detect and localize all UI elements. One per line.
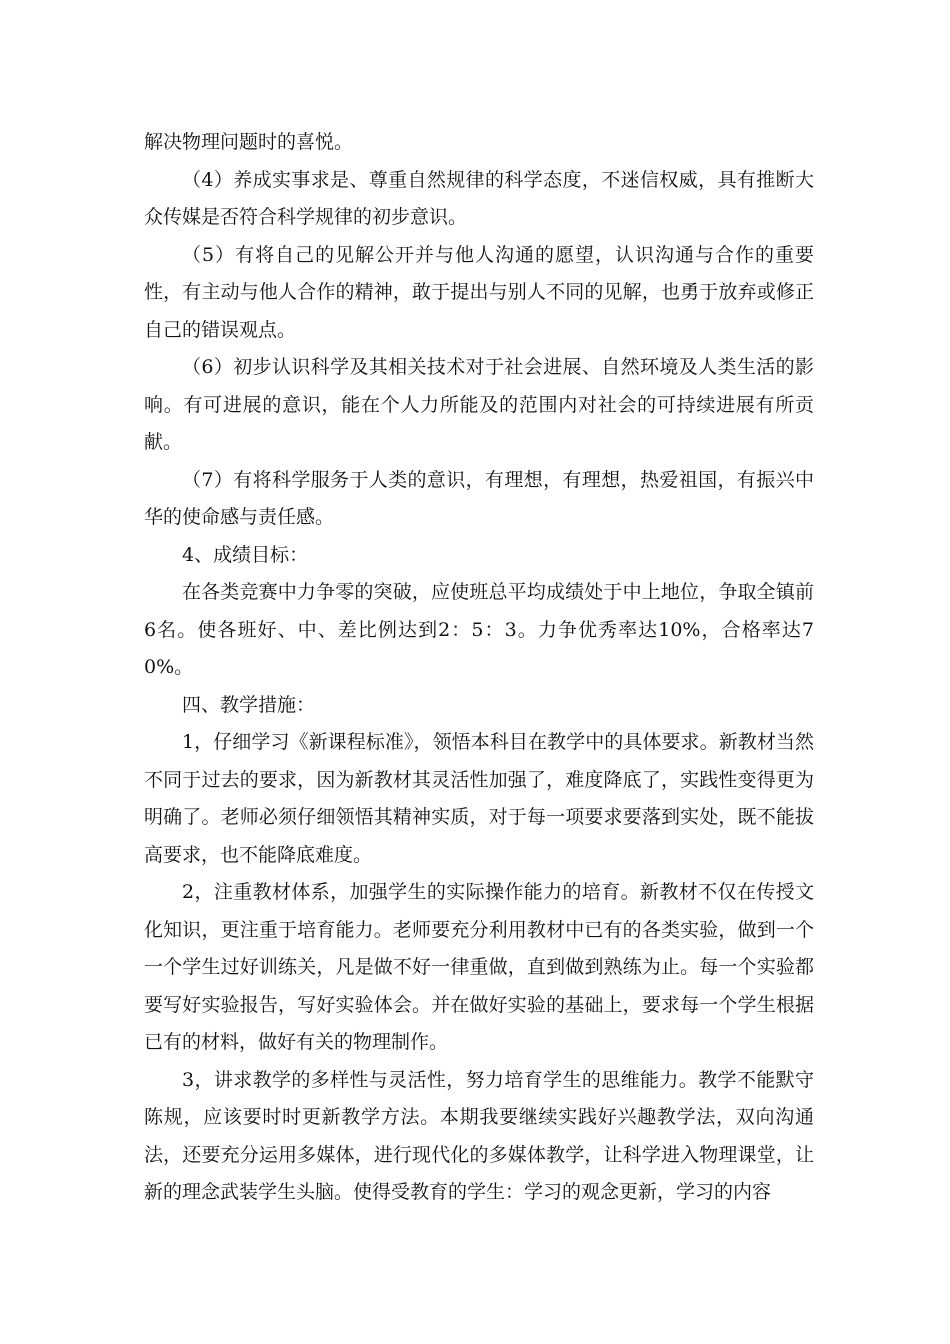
paragraph-measure-3: 3，讲求教学的多样性与灵活性，努力培育学生的思维能力。教学不能默守陈规，应该要时时更新教学方法。本期我要继续实践好兴趣教学法，双向沟通法，还要充分运用多媒体，进行现代化的多媒体教学，让科学进入物理课堂，让新的理念武装学生头脑。使得受教育的学生：学习的观念更新，学习的内容 (144, 1068, 814, 1203)
paragraph-measure-1: 1，仔细学习《新课程标准》，领悟本科目在教学中的具体要求。新教材当然不同于过去的要求，因为新教材其灵活性加强了，难度降底了，实践性变得更为明确了。老师必须仔细领悟其精神实质，对于每一项要求要落到实处，既不能拔高要求，也不能降底难度。 (144, 731, 814, 866)
paragraph-item-7: （7）有将科学服务于人类的意识，有理想，有理想，热爱祖国，有振兴中华的使命感与责任感。 (144, 468, 814, 528)
paragraph-item-5: （5）有将自己的见解公开并与他人沟通的愿望，认识沟通与合作的重要性，有主动与他人合作的精神，敢于提出与别人不同的见解，也勇于放弃或修正自己的错误观点。 (144, 243, 814, 341)
document-body (144, 124, 814, 1212)
section-heading-score-goals: 4、成绩目标： (182, 543, 309, 566)
paragraph-continuation: 解决物理问题时的喜悦。 (144, 131, 354, 153)
paragraph-measure-2: 2，注重教材体系，加强学生的实际操作能力的培育。新教材不仅在传授文化知识，更注重于培育能力。老师要充分利用教材中已有的各类实验，做到一个一个学生过好训练关，凡是做不好一律重做，直到做到熟练为止。每一个实验都要写好实验报告，写好实验体会。并在做好实验的基础上，要求每一个学生根据已有的材料，做好有关的物理制作。 (144, 881, 814, 1053)
paragraph-item-4: （4）养成实事求是、尊重自然规律的科学态度，不迷信权威，具有推断大众传媒是否符合科学规律的初步意识。 (144, 168, 814, 228)
paragraph-item-6: （6）初步认识科学及其相关技术对于社会进展、自然环境及人类生活的影响。有可进展的意识，能在个人力所能及的范围内对社会的可持续进展有所贡献。 (144, 356, 814, 453)
section-heading-teaching-measures: 四、教学措施： (182, 693, 316, 716)
paragraph-score-goals: 在各类竞赛中力争零的突破，应使班总平均成绩处于中上地位，争取全镇前6名。使各班好、中、差比例达到2：5：3。力争优秀率达10%，合格率达70%。 (144, 581, 814, 678)
